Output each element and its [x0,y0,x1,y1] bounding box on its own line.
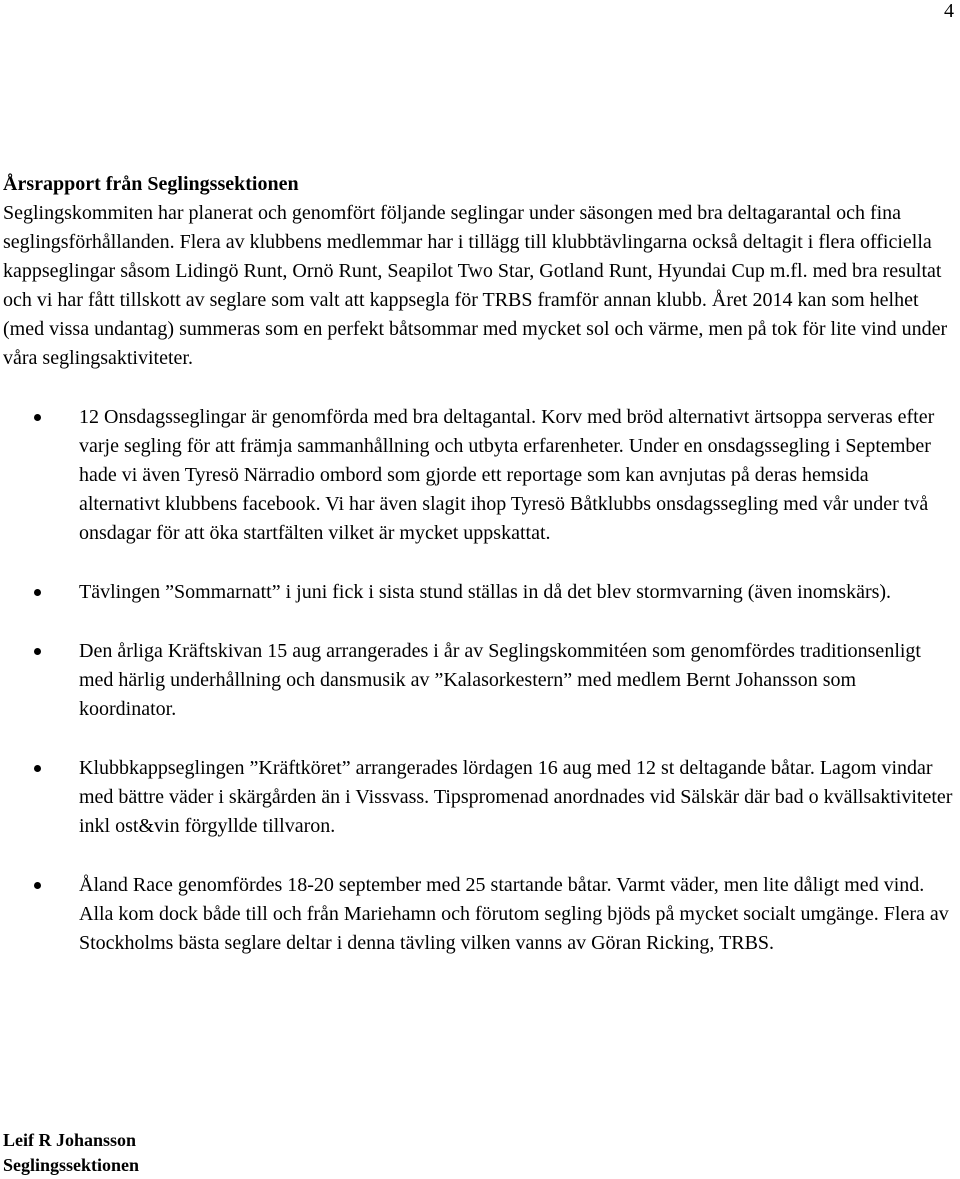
report-heading: Årsrapport från Seglingssektionen [3,173,299,195]
signature-section: Seglingssektionen [3,1155,140,1175]
list-item [3,754,953,841]
list-item-text: Tävlingen ”Sommarnatt” i juni fick i sista stund ställas in då det blev stormvarning (även inomskärs). [79,581,892,603]
list-item [3,871,953,958]
bullet-icon [34,414,41,421]
signature-block [3,1128,139,1178]
signature-name: Leif R Johansson [3,1130,137,1150]
bullet-icon [34,765,41,772]
report-body [3,170,953,958]
intro-paragraph: Seglingskommiten har planerat och genomfört följande seglingar under säsongen med bra deltagarantal och fina seglingsförhållanden. Flera av klubbens medlemmar har i tillägg till klubbtävlingarna också deltagit i flera officiella kappseglingar såsom Lidingö Runt, Ornö Runt, Seapilot Two Star, Gotland Runt, Hyundai Cup m.fl. med bra resultat och vi har fått tillskott av seglare som valt att kappsegla för TRBS framför annan klubb. Året 2014 kan som helhet (med vissa undantag) summeras som en perfekt båtsommar med mycket sol och värme, men på tok för lite vind under våra seglingsaktiviteter. [3,202,948,369]
list-item [3,578,953,607]
list-item-text: 12 Onsdagsseglingar är genomförda med bra deltagantal. Korv med bröd alternativt ärtsoppa serveras efter varje segling för att främja sammanhållning och utbyta erfarenheter. Under en onsdagssegling i September hade vi även Tyresö Närradio ombord som gjorde ett reportage som kan avnjutas på deras hemsida alternativt klubbens facebook. Vi har även slagit ihop Tyresö Båtklubbs onsdagssegling med vår under två onsdagar för att öka startfälten vilket är mycket uppskattat. [79,406,935,544]
list-item-text: Åland Race genomfördes 18-20 september med 25 startande båtar. Varmt väder, men lite dåligt med vind. Alla kom dock både till och från Mariehamn och förutom segling bjöds på mycket socialt umgänge. Flera av Stockholms bästa seglare deltar i denna tävling vilken vanns av Göran Ricking, TRBS. [79,874,949,954]
list-item [3,403,953,548]
page-number: 4 [944,0,954,22]
list-item-text: Den årliga Kräftskivan 15 aug arrangerades i år av Seglingskommitéen som genomfördes traditionsenligt med härlig underhållning och dansmusik av ”Kalasorkestern” med medlem Bernt Johansson som koordinator. [79,640,921,720]
bullet-icon [34,882,41,889]
list-item-text: Klubbkappseglingen ”Kräftköret” arrangerades lördagen 16 aug med 12 st deltagande båtar. Lagom vindar med bättre väder i skärgården än i Vissvass. Tipspromenad anordnades vid Sälskär där bad o kvällsaktiviteter inkl ost&vin förgyllde tillvaron. [79,757,953,837]
activity-list [3,403,953,958]
bullet-icon [34,589,41,596]
list-item [3,637,953,724]
bullet-icon [34,648,41,655]
